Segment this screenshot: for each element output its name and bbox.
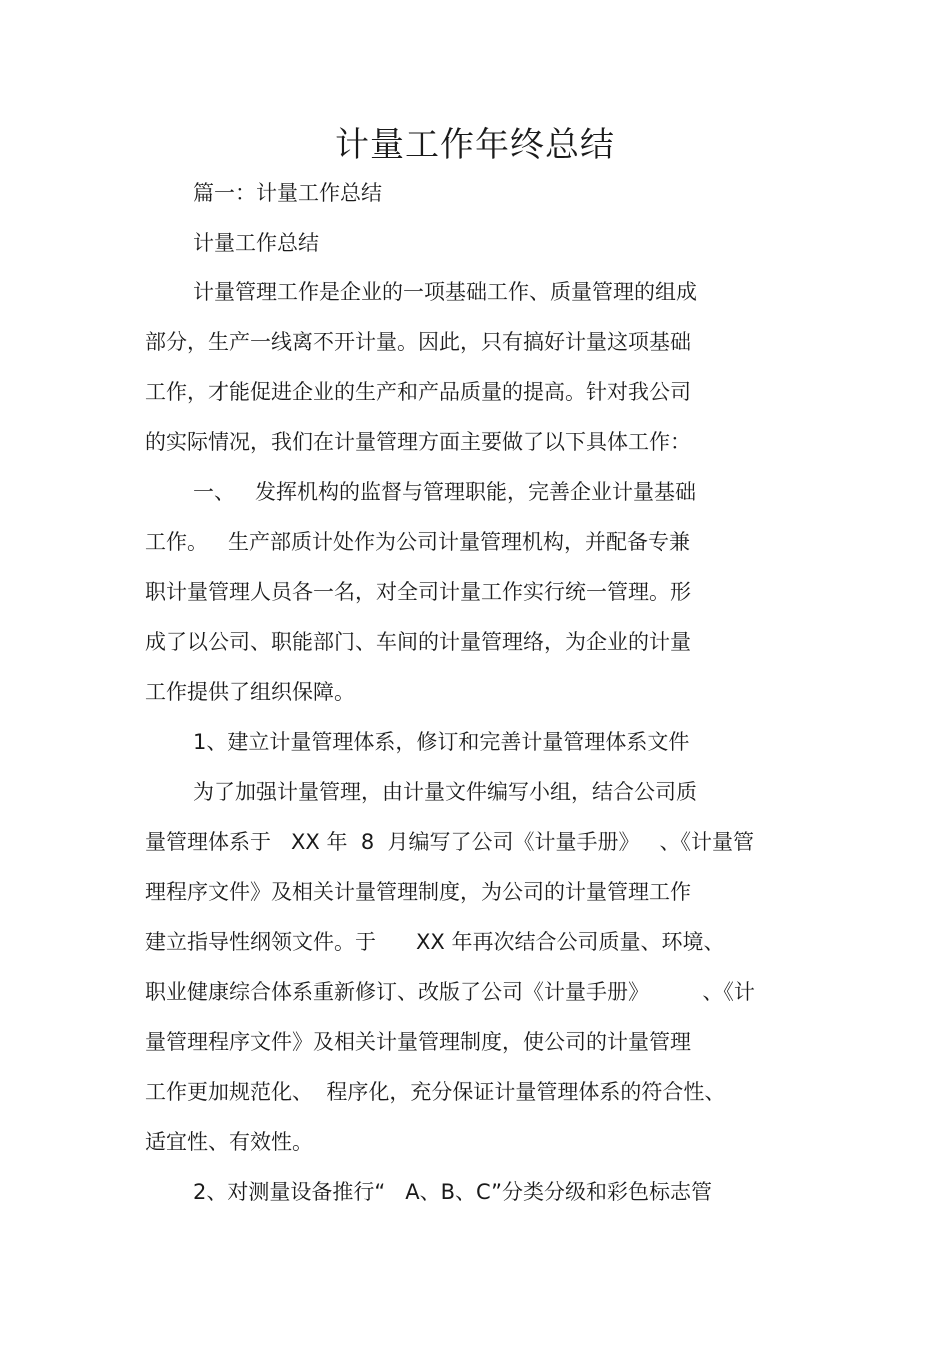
paragraph-line: 建立指导性纲领文件。于 XX 年再次结合公司质量、环境、 xyxy=(145,930,725,954)
paragraph-line: 为了加强计量管理，由计量文件编写小组，结合公司质 xyxy=(193,780,697,804)
paragraph-line: 成了以公司、职能部门、车间的计量管理络，为企业的计量 xyxy=(145,630,691,654)
paragraph-line: 适宜性、有效性。 xyxy=(145,1130,313,1154)
paragraph-line: 2、对测量设备推行“ A、B、C”分类分级和彩色标志管 xyxy=(193,1180,712,1204)
document-title: 计量工作年终总结 xyxy=(335,125,615,165)
paragraph-line: 理程序文件》及相关计量管理制度，为公司的计量管理工作 xyxy=(145,880,691,904)
paragraph-line: 1、建立计量管理体系，修订和完善计量管理体系文件 xyxy=(193,730,690,754)
paragraph-line: 职业健康综合体系重新修订、改版了公司《计量手册》 、《计 xyxy=(145,980,755,1004)
paragraph-line: 职计量管理人员各一名，对全司计量工作实行统一管理。形 xyxy=(145,580,691,604)
paragraph-line: 工作提供了组织保障。 xyxy=(145,680,355,704)
paragraph-line: 部分，生产一线离不开计量。因此，只有搞好计量这项基础 xyxy=(145,330,691,354)
paragraph-line: 一、 发挥机构的监督与管理职能，完善企业计量基础 xyxy=(193,480,697,504)
paragraph-line: 量管理程序文件》及相关计量管理制度，使公司的计量管理 xyxy=(145,1030,691,1054)
paragraph-line: 工作，才能促进企业的生产和产品质量的提高。针对我公司 xyxy=(145,380,691,404)
paragraph-line: 量管理体系于 XX 年 8 月编写了公司《计量手册》 、《计量管 xyxy=(145,830,755,854)
subheading: 计量工作总结 xyxy=(193,231,319,255)
paragraph-line: 计量管理工作是企业的一项基础工作、质量管理的组成 xyxy=(193,280,697,304)
paragraph-line: 工作更加规范化、 程序化，充分保证计量管理体系的符合性、 xyxy=(145,1080,726,1104)
paragraph-line: 工作。 生产部质计处作为公司计量管理机构，并配备专兼 xyxy=(145,530,691,554)
paragraph-line: 的实际情况，我们在计量管理方面主要做了以下具体工作： xyxy=(145,430,691,454)
section-heading: 篇一：计量工作总结 xyxy=(193,181,382,205)
